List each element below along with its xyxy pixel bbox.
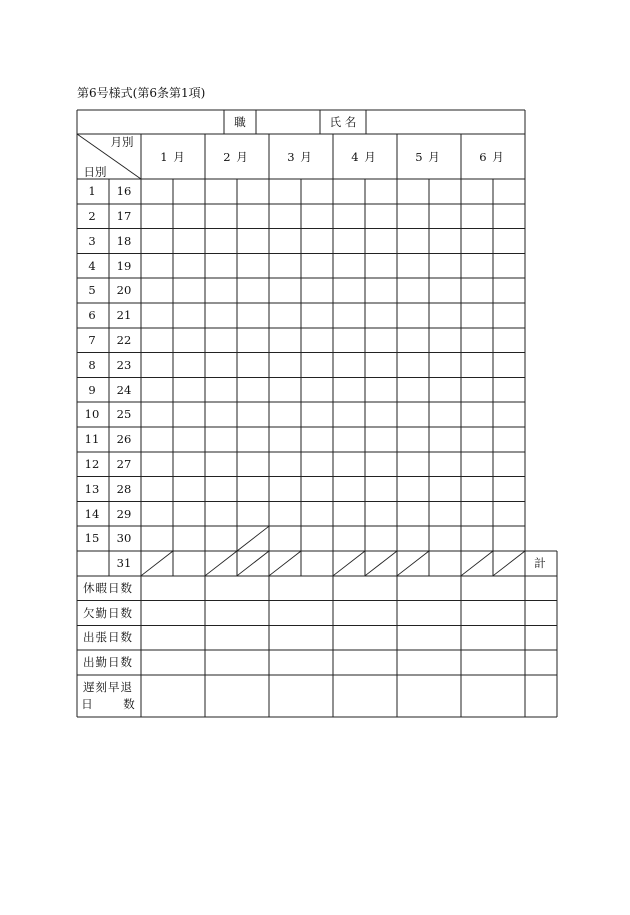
day-number: 31 xyxy=(116,556,132,570)
summary-row-label: 休暇日数 xyxy=(83,581,133,595)
summary-row-label: 遅刻早退 xyxy=(83,680,133,694)
day-number: 4 xyxy=(88,259,96,273)
corner-day-label: 日別 xyxy=(83,165,107,179)
day-number: 23 xyxy=(116,358,132,372)
diagonal-mark xyxy=(141,551,173,576)
total-label: 計 xyxy=(534,556,546,570)
day-numbers-left xyxy=(85,184,100,545)
summary-row-label: 出張日数 xyxy=(83,630,133,644)
day-number: 12 xyxy=(84,457,100,471)
name-label: 氏 名 xyxy=(329,115,357,129)
diagonal-mark xyxy=(269,551,301,576)
diagonal-mark xyxy=(237,551,269,576)
day-number: 15 xyxy=(84,531,100,545)
day-number: 21 xyxy=(116,308,132,322)
day-number: 2 xyxy=(88,209,96,223)
day-number: 30 xyxy=(116,531,132,545)
day-number: 1 xyxy=(88,184,96,198)
summary-row-label: 日 xyxy=(81,697,93,711)
corner-month-label: 月別 xyxy=(110,135,134,149)
diagonal-mark xyxy=(493,551,525,576)
day-number: 19 xyxy=(116,259,132,273)
day-number: 25 xyxy=(116,407,132,421)
diagonal-mark xyxy=(205,551,237,576)
diagonal-mark xyxy=(237,526,269,551)
summary-row-label: 欠勤日数 xyxy=(83,606,133,620)
day-number: 14 xyxy=(84,507,100,521)
position-label: 職 xyxy=(234,115,246,129)
day-number: 8 xyxy=(88,358,96,372)
table-grid xyxy=(77,110,557,717)
form-title: 第6号様式(第6条第1項) xyxy=(77,86,206,100)
day-number: 28 xyxy=(116,482,132,496)
day-number: 24 xyxy=(116,383,132,397)
day-number: 29 xyxy=(116,507,132,521)
day-number: 27 xyxy=(116,457,132,471)
day-number: 26 xyxy=(116,432,132,446)
day-number: 17 xyxy=(116,209,132,223)
summary-row-label: 数 xyxy=(123,697,135,711)
day-number: 10 xyxy=(84,407,100,421)
diagonal-mark xyxy=(365,551,397,576)
month-header: 4 月 xyxy=(351,150,377,164)
day-number: 3 xyxy=(88,234,96,248)
day-number: 6 xyxy=(88,308,96,322)
month-header: 1 月 xyxy=(160,150,186,164)
month-header: 2 月 xyxy=(223,150,249,164)
diagonal-mark xyxy=(461,551,493,576)
day-number: 11 xyxy=(84,432,100,446)
day-number: 22 xyxy=(116,333,132,347)
day-number: 18 xyxy=(116,234,132,248)
day-number: 5 xyxy=(88,283,96,297)
day-number: 16 xyxy=(116,184,132,198)
month-header: 5 月 xyxy=(415,150,441,164)
month-header: 6 月 xyxy=(479,150,505,164)
day-number: 20 xyxy=(116,283,132,297)
diagonal-mark xyxy=(397,551,429,576)
summary-row-label: 出勤日数 xyxy=(83,655,133,669)
month-header: 3 月 xyxy=(287,150,313,164)
diagonal-mark xyxy=(333,551,365,576)
day-number: 7 xyxy=(88,333,96,347)
day-number: 13 xyxy=(84,482,100,496)
day-number: 9 xyxy=(88,383,96,397)
